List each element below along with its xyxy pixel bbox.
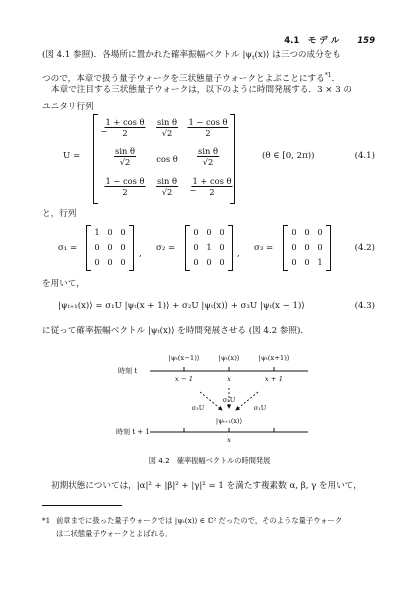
matrix-cell: 0 bbox=[107, 257, 113, 267]
matrix-cell: $\frac{\text{sin θ}}{√2}$ bbox=[115, 146, 135, 167]
matrix-cell: $\frac{\text{sin θ}}{√2}$ bbox=[198, 146, 218, 167]
comma: , bbox=[139, 249, 142, 259]
matrix-cell: 1 bbox=[317, 257, 323, 267]
eq43-formula: |ψₜ₊₁(x)⟩ = σ₁U |ψₜ(x + 1)⟩ + σ₂U |ψₜ(x)⟩ + σ₃U |ψₜ(x − 1)⟩ bbox=[58, 301, 305, 311]
eq41-number: (4.1) bbox=[354, 151, 375, 161]
label-time-t: 時刻 t bbox=[118, 367, 138, 375]
matrix-cell: 0 bbox=[304, 257, 310, 267]
matrix-cell: 0 bbox=[291, 257, 297, 267]
matrix-cell: − bbox=[100, 126, 108, 136]
matrix-cell: 0 bbox=[120, 227, 126, 237]
matrix-cell: 0 bbox=[193, 257, 199, 267]
matrix-cell: $\frac{\text{1 − cos θ}}{2}$ bbox=[188, 117, 228, 138]
header-section: 4.1 モ デ ル bbox=[284, 36, 340, 46]
matrix-cell: 1 bbox=[94, 227, 100, 237]
matrix-cell: 0 bbox=[317, 242, 323, 252]
matrix-cell: 0 bbox=[206, 227, 212, 237]
label-psi-t1-x: |ψₜ₊₁(x)⟩ bbox=[215, 417, 243, 425]
paragraph-initial-state: 初期状態については，|α|² + |β|² + |γ|² = 1 を満たす複素数 α, β, γ を用いて， bbox=[51, 481, 362, 491]
para2-line1: 本章で注目する三状態量子ウォークは，以下のように時間発展する．3 × 3 の bbox=[51, 85, 352, 95]
matrix-cell: 0 bbox=[107, 227, 113, 237]
sigma2-label: σ₂ = bbox=[156, 243, 176, 253]
sigma3-label: σ₃ = bbox=[254, 243, 274, 253]
matrix-cell: $\frac{\text{sin θ}}{√2}$ bbox=[157, 176, 177, 197]
footnote-line2: は二状態量子ウォークとよばれる． bbox=[56, 529, 173, 538]
eq42-number: (4.2) bbox=[354, 243, 375, 253]
axis-label-x-minus-1: x − 1 bbox=[174, 375, 194, 383]
matrix-cell: 0 bbox=[291, 242, 297, 252]
op-label-sigma1U: σ₁U bbox=[253, 404, 267, 412]
matrix-cell: 0 bbox=[304, 227, 310, 237]
matrix-cell: 0 bbox=[193, 227, 199, 237]
matrix-cell: 0 bbox=[291, 227, 297, 237]
matrix-cell: $\frac{\text{1 − cos θ}}{2}$ bbox=[105, 176, 145, 197]
eq43-number: (4.3) bbox=[354, 301, 375, 311]
text-time-evolution: に従って確率振幅ベクトル |ψₜ(x)⟩ を時間発展させる (図 4.2 参照)． bbox=[42, 326, 309, 336]
matrix-cell: 0 bbox=[193, 242, 199, 252]
matrix-cell: cos θ bbox=[156, 154, 178, 164]
text-and-matrices: と，行列 bbox=[42, 209, 77, 219]
footnote-line1: 前章までに扱った量子ウォークでは |ψₜ(x)⟩ ∈ ℂ² だったので，そのような量子ウォーク bbox=[56, 516, 343, 525]
sigma1-label: σ₁ = bbox=[58, 243, 78, 253]
matrix-cell: 0 bbox=[120, 257, 126, 267]
axis-label-x: x bbox=[227, 375, 231, 383]
matrix-cell: 0 bbox=[107, 242, 113, 252]
matrix-cell: $\frac{\text{sin θ}}{√2}$ bbox=[157, 117, 177, 138]
matrix-cell: 0 bbox=[219, 257, 225, 267]
page-number: 159 bbox=[357, 36, 375, 46]
matrix-cell: 0 bbox=[120, 242, 126, 252]
text-using: を用いて， bbox=[42, 279, 85, 289]
matrix-cell: 0 bbox=[304, 242, 310, 252]
matrix-cell: $\frac{\text{1 + cos θ}}{2}$ bbox=[192, 176, 232, 197]
bottom-axis-label-x: x bbox=[227, 436, 231, 444]
eq41-lhs: U = bbox=[63, 151, 81, 161]
footnote-rule bbox=[42, 505, 122, 506]
label-time-t1: 時刻 t + 1 bbox=[116, 428, 150, 436]
para2-line2: ユニタリ行列 bbox=[42, 102, 94, 112]
matrix-cell: 0 bbox=[317, 227, 323, 237]
matrix-cell: 1 bbox=[206, 242, 212, 252]
para1-line1: (図 4.1 参照)．各場所に置かれた確率振幅ベクトル $|\psi_t(x)⟩$ は三つの成分をも bbox=[42, 50, 341, 62]
matrix-cell: − bbox=[189, 185, 197, 195]
label-psi-x-plus-1: |ψₜ(x+1)⟩ bbox=[258, 354, 290, 362]
matrix-cell: 0 bbox=[219, 227, 225, 237]
matrix-cell: 0 bbox=[206, 257, 212, 267]
axis-label-x-plus-1: x + 1 bbox=[264, 375, 284, 383]
eq41-condition: (θ ∈ [0, 2π)) bbox=[262, 151, 315, 161]
label-psi-x-minus-1: |ψₜ(x−1)⟩ bbox=[168, 354, 200, 362]
op-label-sigma3U: σ₃U bbox=[191, 404, 205, 412]
comma: , bbox=[237, 249, 240, 259]
para1-line2: つので，本章で扱う量子ウォークを三状態量子ウォークとよぶことにする$^{*1}$． bbox=[42, 71, 341, 84]
matrix-cell: 0 bbox=[94, 242, 100, 252]
op-label-sigma2U: σ₂U bbox=[222, 396, 236, 404]
label-psi-x: |ψₜ(x)⟩ bbox=[218, 354, 240, 362]
figure-caption: 図 4.2 確率振幅ベクトルの時間発展 bbox=[148, 456, 271, 465]
footnote bbox=[42, 514, 387, 540]
matrix-cell: 0 bbox=[219, 242, 225, 252]
matrix-cell: $\frac{\text{1 + cos θ}}{2}$ bbox=[105, 117, 145, 138]
footnote-ref[interactable]: *1 bbox=[324, 71, 332, 79]
footnote-mark: *1 bbox=[42, 516, 51, 525]
matrix-cell: 0 bbox=[94, 257, 100, 267]
